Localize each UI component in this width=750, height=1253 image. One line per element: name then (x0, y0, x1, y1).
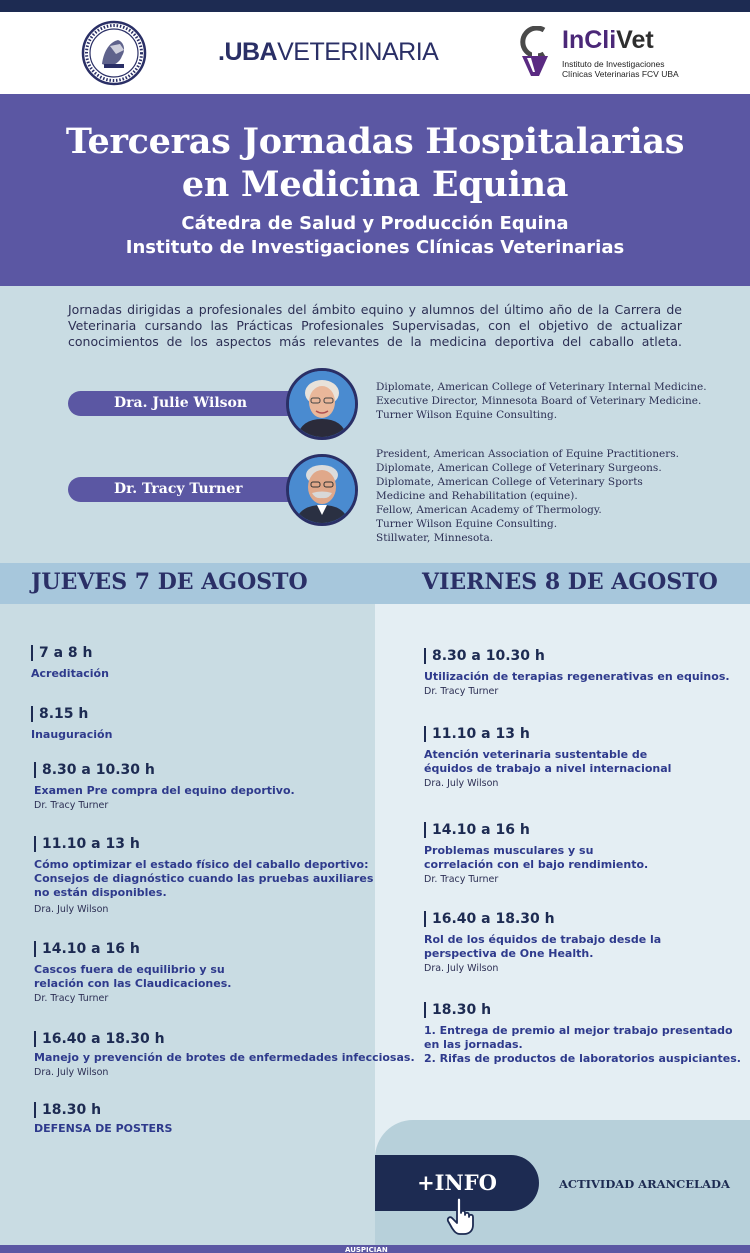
speaker-name-julie-wilson: Dra. Julie Wilson (68, 391, 308, 416)
event-title: Terceras Jornadas Hospitalarias en Medicina Equina (65, 121, 685, 205)
top-bar (0, 0, 750, 12)
uba-seal-icon (80, 20, 148, 86)
schedule-slot: 16.40 a 18.30 h Rol de los équidos de trabajo desde la perspectiva de One Health. Dra. July Wilson (424, 911, 662, 974)
logo-header (0, 12, 750, 94)
schedule-slot: 8.15 h Inauguración (31, 706, 113, 741)
schedule-slot: 16.40 a 18.30 h Manejo y prevención de brotes de enfermedades infecciosas. Dra. July Wilson (34, 1031, 415, 1078)
schedule-slot: 14.10 a 16 h Problemas musculares y su correlación con el bajo rendimiento. Dr. Tracy Turner (424, 822, 649, 885)
inclivet-name: InCliVet (562, 26, 654, 54)
sponsors-label: AUSPICIAN (345, 1246, 388, 1253)
more-info-button[interactable]: +INFO (375, 1155, 539, 1211)
speaker-photo-tracy-turner (286, 454, 358, 526)
person-portrait-icon (289, 457, 355, 523)
day-header-thursday: JUEVES 7 DE AGOSTO (0, 563, 375, 604)
inclivet-mark-icon (518, 26, 552, 78)
speaker-photo-julie-wilson (286, 368, 358, 440)
inclivet-subtitle: Instituto de Investigaciones Clínicas Veterinarias FCV UBA (562, 59, 679, 79)
schedule-slot: 14.10 a 16 h Cascos fuera de equilibrio y su relación con las Claudicaciones. Dr. Tracy Turner (34, 941, 232, 1004)
speaker-bio-tracy-turner: President, American Association of Equine Practitioners. Diplomate, American College of Veterinary Surgeons. Diplomate, American College of Veterinary Sports Medicine and Rehabilitation (equine). Fellow, American Academy of Thermology. Turner Wilson Equine Consulting. Stillwater, Minnesota. (376, 448, 679, 544)
uba-veterinaria-logo: .UBAVETERINARIA (218, 38, 439, 66)
schedule-slot: 18.30 h DEFENSA DE POSTERS (34, 1102, 173, 1135)
intro-text: Jornadas dirigidas a profesionales del ámbito equino y alumnos del último año de la Carrera de Veterinaria cursando las Prácticas Profesionales Supervisadas, con el objetivo de actualizar conocimientos de los aspectos más relevantes de la medicina deportiva del caballo atleta. (68, 302, 682, 349)
schedule-slot: 8.30 a 10.30 h Examen Pre compra del equino deportivo. Dr. Tracy Turner (34, 762, 295, 811)
schedule-slot: 8.30 a 10.30 h Utilización de terapias regenerativas en equinos. Dr. Tracy Turner (424, 648, 730, 697)
paid-activity-label: ACTIVIDAD ARANCELADA (559, 1177, 730, 1191)
schedule-slot: 18.30 h 1. Entrega de premio al mejor trabajo presentado en las jornadas. 2. Rifas de productos de laboratorios auspiciantes. (424, 1002, 741, 1065)
schedule-slot: 11.10 a 13 h Atención veterinaria sustentable de équidos de trabajo a nivel internacional Dra. July Wilson (424, 726, 672, 789)
speaker-name-tracy-turner: Dr. Tracy Turner (68, 477, 308, 502)
hero-banner (0, 94, 750, 286)
intro-section (0, 286, 750, 563)
event-subtitle: Cátedra de Salud y Producción Equina Instituto de Investigaciones Clínicas Veterinarias (125, 213, 625, 258)
schedule-slot: 7 a 8 h Acreditación (31, 645, 109, 680)
speaker-bio-julie-wilson: Diplomate, American College of Veterinary Internal Medicine. Executive Director, Minnesota Board of Veterinary Medicine. Turner Wilson Equine Consulting. (376, 381, 707, 421)
person-portrait-icon (289, 371, 355, 437)
pointer-hand-icon (446, 1196, 478, 1236)
inclivet-logo (518, 26, 698, 88)
day-header-friday: VIERNES 8 DE AGOSTO (375, 563, 750, 604)
schedule-slot: 11.10 a 13 h Cómo optimizar el estado físico del caballo deportivo: Consejos de diagnóstico cuando las pruebas auxiliares no están disponibles. Dra. July Wilson (34, 836, 374, 915)
